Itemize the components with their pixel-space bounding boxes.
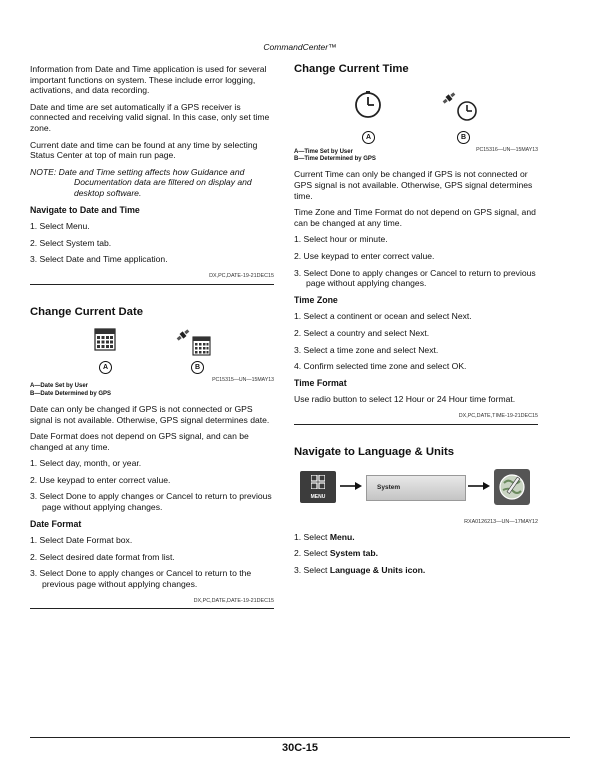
system-tab-tile: [366, 475, 466, 501]
list-item: 2. Use keypad to enter correct value.: [30, 474, 171, 485]
caption-b: B—Time Determined by GPS: [294, 156, 376, 162]
list-item: 3. Select Done to apply changes or Cancel to return to previous page without applying changes.: [30, 491, 272, 513]
language-units-tile: [494, 469, 530, 505]
body-paragraph: Current Time can only be changed if GPS is not connected or GPS signal is not available. Otherwise, GPS signal determines time.: [294, 169, 533, 201]
list-item: 1. Select a continent or ocean and select Next.: [294, 311, 472, 322]
arrow-right-icon: [468, 481, 490, 491]
list-item: [294, 565, 538, 576]
step-target: Menu.: [329, 531, 355, 542]
body-paragraph: Date Format does not depend on GPS signal, and can be changed at any time.: [30, 431, 249, 452]
figure-reference: PC15316—UN—15MAY13: [476, 146, 538, 153]
section-divider: [30, 608, 274, 609]
system-tab-label: System: [377, 484, 401, 492]
gps-calendar-icon: [176, 327, 214, 357]
list-item: 1. Select Date Format box.: [30, 535, 133, 546]
list-item: [294, 548, 538, 559]
menu-tile: [300, 471, 336, 503]
list-item: 1. Select hour or minute.: [294, 234, 388, 245]
list-item: 1. Select day, month, or year.: [30, 458, 142, 469]
step-target: System tab.: [329, 548, 379, 559]
body-paragraph: Date can only be changed if GPS is not connected or GPS signal is not available. Otherwise, GPS signal determines date.: [30, 403, 270, 425]
note-text: NOTE: Date and Time setting affects how Guidance and Documentation data are filtered on display and desktop software.: [30, 166, 252, 198]
figure-reference: RXA0126213—UN—17MAY12: [464, 519, 538, 526]
time-zone-steps: [294, 311, 538, 371]
navigate-heading: Navigate to Date and Time: [30, 204, 140, 215]
caption-a: A—Date Set by User: [30, 383, 89, 390]
figure-label-a: A: [99, 361, 112, 374]
date-figure: [30, 327, 274, 383]
navigate-steps: [30, 221, 274, 265]
intro-paragraph: Date and time are set automatically if a GPS receiver is connected and receiving valid signal. In this case, only set time zone.: [30, 101, 270, 133]
time-steps: [294, 234, 538, 288]
list-item: 1. Select Menu.: [30, 221, 90, 232]
gps-clock-icon: [440, 89, 480, 123]
list-item: 2. Use keypad to enter correct value.: [294, 250, 435, 261]
reference-code: DX,PC,DATE-19-21DEC15: [209, 272, 274, 279]
running-header: CommandCenter™: [263, 42, 337, 52]
left-column: [30, 64, 274, 609]
step-target: Language & Units icon.: [329, 564, 426, 575]
reference-code: DX,PC,DATE,DATE-19-21DEC15: [193, 597, 274, 604]
section-divider: [30, 284, 274, 285]
caption-b: B—Date Determined by GPS: [30, 390, 112, 397]
list-item: 2. Select a country and select Next.: [294, 327, 430, 338]
list-item: 4. Confirm selected time zone and select OK.: [294, 361, 467, 372]
date-steps: [30, 458, 274, 512]
body-paragraph: Time Zone and Time Format do not depend on GPS signal, and can be changed at any time.: [294, 207, 536, 228]
list-item: 2. Select desired date format from list.: [30, 551, 175, 562]
time-zone-heading: Time Zone: [294, 294, 338, 305]
language-steps: [294, 532, 538, 576]
time-format-heading: Time Format: [294, 377, 347, 388]
step-prefix: 2. Select: [294, 548, 330, 559]
body-paragraph: Use radio button to select 12 Hour or 24 Hour time format.: [294, 394, 516, 405]
navigation-flow-figure: [294, 467, 538, 513]
intro-paragraph: Current date and time can be found at any time by selecting Status Center at top of main run page.: [30, 139, 258, 161]
menu-grid-icon: [311, 475, 325, 489]
list-item: [294, 532, 538, 543]
list-item: 3. Select Date and Time application.: [30, 254, 168, 265]
section-title: Change Current Date: [30, 305, 143, 318]
language-units-icon: [498, 473, 526, 501]
intro-paragraph: Information from Date and Time application is used for several important functions on system. These include error logging, activations, and data recording.: [30, 64, 267, 96]
figure-label-b: B: [191, 361, 204, 374]
step-prefix: 1. Select: [294, 531, 330, 542]
figure-reference: PC15315—UN—15MAY13: [212, 377, 274, 384]
section-title: Change Current Time: [294, 63, 409, 75]
calendar-icon: [94, 327, 116, 351]
list-item: 2. Select System tab.: [30, 237, 112, 248]
figure-label-b: B: [457, 131, 470, 144]
date-format-heading: Date Format: [30, 518, 82, 529]
list-item: 3. Select Done to apply changes or Cancel to return to the previous page without applying changes.: [30, 568, 252, 590]
caption-a: A—Time Set by User: [294, 148, 353, 155]
clock-icon: [354, 91, 382, 119]
reference-code: DX,PC,DATE,TIME-19-21DEC15: [458, 412, 538, 419]
list-item: 3. Select a time zone and select Next.: [294, 344, 439, 355]
footer-divider: [30, 737, 570, 738]
page-number: 30C-15: [281, 742, 319, 754]
list-item: 3. Select Done to apply changes or Cancel to return to previous page without applying changes.: [294, 267, 536, 289]
right-column: [294, 64, 538, 581]
date-format-steps: [30, 535, 274, 589]
figure-label-a: A: [362, 131, 375, 144]
arrow-right-icon: [340, 481, 362, 491]
section-title: Navigate to Language & Units: [294, 445, 455, 458]
step-prefix: 3. Select: [294, 564, 330, 575]
section-divider: [294, 424, 538, 425]
menu-tile-label: MENU: [310, 494, 326, 501]
